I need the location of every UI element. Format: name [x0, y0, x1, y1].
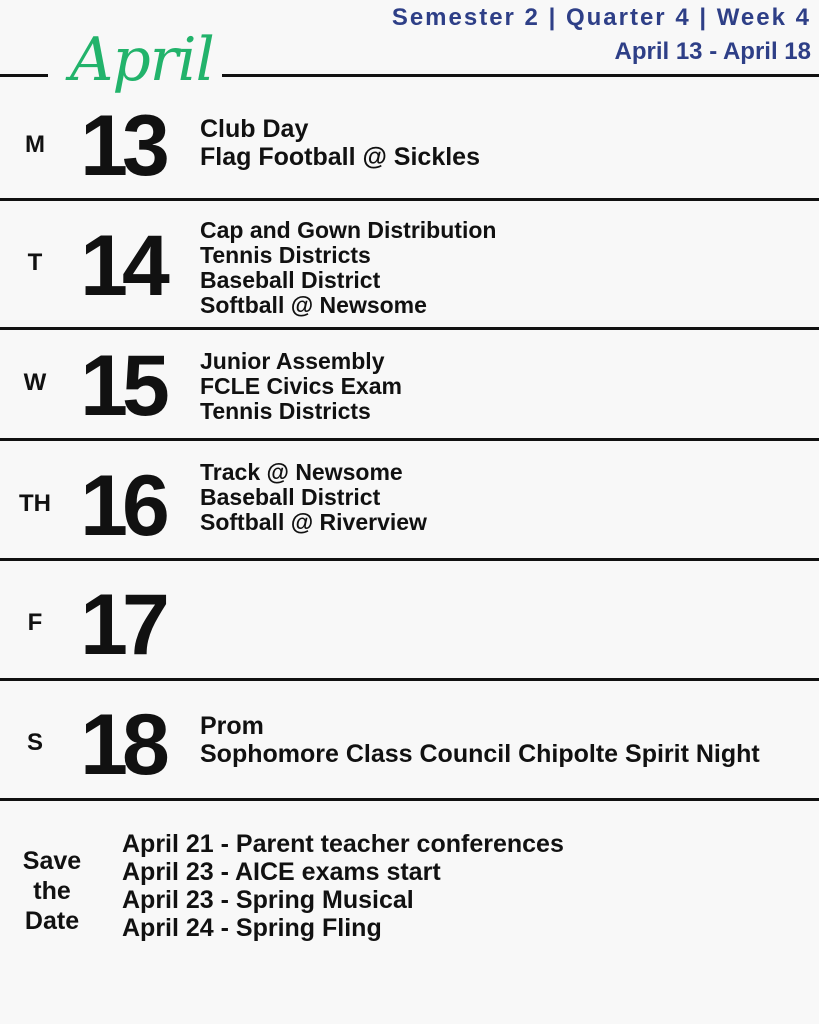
day-events	[200, 712, 760, 768]
save-the-date-list	[122, 830, 564, 942]
save-label-line: the	[33, 877, 71, 905]
day-letter: F	[27, 609, 43, 636]
month-title: April	[62, 24, 222, 96]
day-letter: M	[25, 131, 45, 158]
event-item: Cap and Gown Distribution	[200, 217, 497, 243]
event-item: Junior Assembly	[200, 348, 385, 374]
save-the-date-label	[10, 846, 94, 936]
day-events	[200, 218, 496, 318]
day-events	[200, 460, 427, 535]
day-events	[200, 115, 480, 171]
day-number: 18	[80, 697, 164, 793]
save-the-date-item: April 23 - Spring Musical	[122, 886, 414, 914]
save-label-line: Save	[22, 847, 82, 875]
event-item: Baseball District	[200, 484, 381, 510]
save-the-date-item: April 21 - Parent teacher conferences	[122, 830, 564, 858]
day-row-tuesday	[0, 201, 819, 330]
event-item: Club Day	[200, 115, 309, 143]
day-row-thursday	[0, 441, 819, 561]
save-the-date-item: April 23 - AICE exams start	[122, 858, 441, 886]
day-number: 15	[80, 338, 164, 434]
event-item: Track @ Newsome	[200, 459, 403, 485]
event-item: Flag Football @ Sickles	[200, 143, 480, 171]
event-item: Tennis Districts	[200, 242, 371, 268]
day-row-saturday	[0, 681, 819, 801]
week-date-range: April 13 - April 18	[614, 38, 811, 65]
day-row-wednesday	[0, 330, 819, 441]
event-item: FCLE Civics Exam	[200, 373, 402, 399]
day-number: 17	[80, 577, 164, 673]
event-item: Sophomore Class Council Chipolte Spirit Night	[200, 740, 760, 768]
save-the-date-item: April 24 - Spring Fling	[122, 914, 382, 942]
day-letter: TH	[19, 490, 51, 517]
day-number: 14	[80, 218, 164, 314]
row-divider	[0, 798, 819, 801]
day-row-friday	[0, 561, 819, 681]
day-letter: W	[23, 369, 47, 396]
day-number: 13	[80, 98, 164, 194]
event-item: Softball @ Newsome	[200, 292, 427, 318]
event-item: Softball @ Riverview	[200, 509, 427, 535]
day-letter: T	[27, 249, 43, 276]
day-row-monday	[0, 77, 819, 201]
day-events	[200, 349, 402, 424]
event-item: Baseball District	[200, 267, 381, 293]
event-item: Tennis Districts	[200, 398, 371, 424]
day-number: 16	[80, 458, 164, 554]
event-item: Prom	[200, 712, 264, 740]
semester-quarter-week: Semester 2 | Quarter 4 | Week 4	[391, 4, 811, 31]
day-letter: S	[26, 729, 43, 756]
save-label-line: Date	[24, 907, 80, 935]
